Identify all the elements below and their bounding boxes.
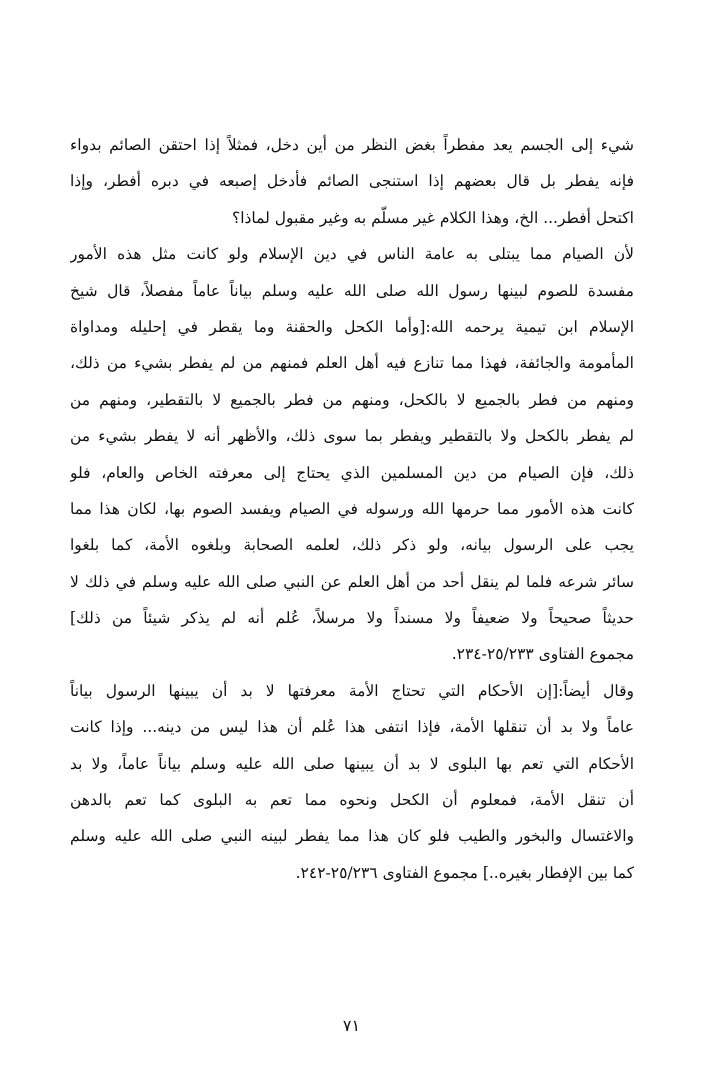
text-line: كانت هذه الأمور مما حرمها الله ورسوله في الصيام ويفسد الصوم بها، لكان هذا مما (70, 499, 634, 518)
text-line: وقال أيضاً:[إن الأحكام التي تحتاج الأمة معرفتها لا بد أن يبينها الرسول بياناً (70, 681, 634, 700)
text-line: سائر شرعه فلما لم ينقل أحد من أهل العلم عن النبي صلى الله عليه وسلم في ذلك لا (70, 572, 634, 591)
text-line: ومنهم من فطر بالجميع لا بالكحل، ومنهم من فطر بالجميع لا بالتقطير، ومنهم من (70, 390, 634, 409)
text-line: فإنه يفطر بل قال بعضهم إذا استنجى الصائم فأدخل إصبعه في دبره أفطر، وإذا (70, 172, 634, 191)
text-line: الإسلام ابن تيمية يرحمه الله:[وأما الكحل والحقنة وما يقطر في إحليله ومداواة (70, 317, 634, 336)
text-line: كما بين الإفطار بغيره..] مجموع الفتاوى ٢٥/٢٣٦-٢٤٢. (295, 863, 634, 882)
text-line: لأن الصيام مما يبتلى به عامة الناس في دين الإسلام ولو كانت مثل هذه الأمور (70, 245, 634, 264)
text-line: مفسدة للصوم لبينها رسول الله صلى الله عليه وسلم بياناً عاماً مفصلاً، قال شيخ (70, 281, 634, 300)
text-line: اكتحل أفطر... الخ، وهذا الكلام غير مسلّم به وغير مقبول لماذا؟ (231, 208, 634, 227)
text-line: لم يفطر بالكحل ولا بالتقطير ويفطر بما سوى ذلك، والأظهر أنه لا يفطر بشيء من (70, 427, 634, 446)
page-number: ٧١ (342, 1016, 361, 1035)
text-line: الأحكام التي تعم بها البلوى لا بد أن يبينها صلى الله عليه وسلم بياناً عاماً، ولا بد (70, 754, 634, 773)
text-line: شيء إلى الجسم يعد مفطراً بغض النظر من أين دخل، فمثلاً إذا احتقن الصائم بدواء (70, 136, 634, 154)
text-line: ذلك، فإن الصيام من دين المسلمين الذي يحتاج إلى معرفته الخاص والعام، فلو (70, 463, 634, 482)
text-line: عاماً ولا بد أن تنقلها الأمة، فإذا انتفى هذا عُلم أن هذا ليس من دينه... وإذا كانت (70, 718, 634, 737)
text-line: المأمومة والجائفة، فهذا مما تنازع فيه أهل العلم فمنهم من لم يفطر بشيء من ذلك، (70, 354, 634, 373)
text-line: مجموع الفتاوى ٢٥/٢٣٣-٢٣٤. (451, 645, 634, 664)
text-line: والاغتسال والبخور والطيب فلو كان هذا مما يفطر لبينه النبي صلى الله عليه وسلم (70, 827, 634, 846)
text-line: حديثاً صحيحاً ولا ضعيفاً ولا مسنداً ولا مرسلاً، عُلم أنه لم يذكر شيئاً من ذلك] (70, 609, 634, 628)
body-text (70, 127, 634, 891)
text-line: أن تنقل الأمة، فمعلوم أن الكحل ونحوه مما تعم به البلوى كما تعم بالدهن (70, 791, 634, 810)
text-line: يجب على الرسول بيانه، ولو ذكر ذلك، لعلمه الصحابة وبلغوه الأمة، كما بلغوا (70, 536, 634, 555)
